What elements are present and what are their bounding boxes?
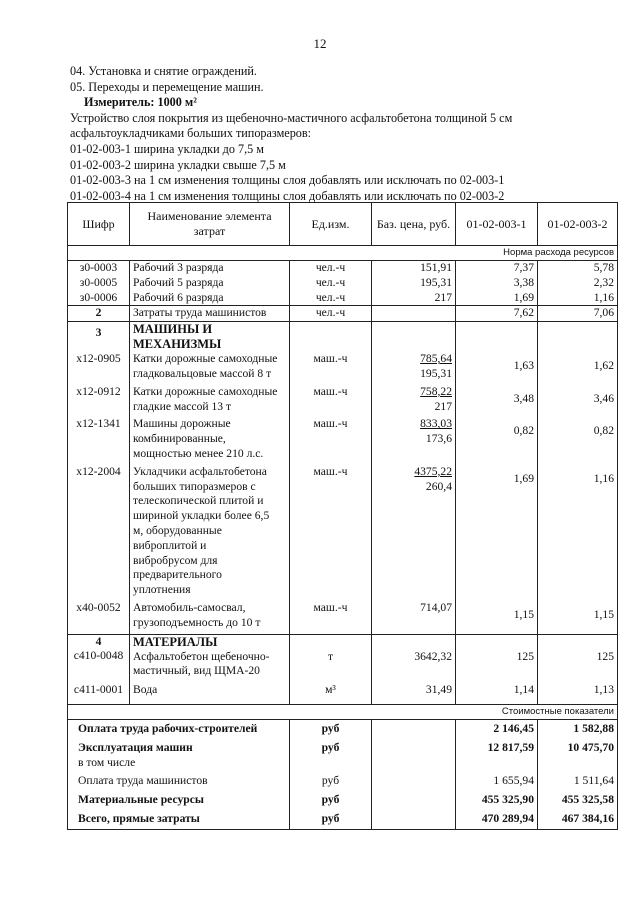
unit-cell: маш.-ч (290, 352, 372, 385)
description: Устройство слоя покрытия из щебеночно-мастичного асфальтобетона толщиной 5 см (70, 110, 513, 125)
price-cell (372, 634, 456, 679)
value-text: 0,82 (593, 424, 614, 438)
price-cell: 217 (372, 291, 456, 306)
summary-label: Оплата труда машинистов (78, 774, 208, 788)
name-cell (130, 465, 290, 601)
labor-row (68, 291, 618, 306)
price-cell (372, 352, 456, 385)
summary-label: Всего, прямые затраты (78, 811, 200, 825)
code-text: с410-0048 (73, 649, 124, 663)
price-text: 3642,32 (414, 649, 452, 663)
name-line: Катки дорожные самоходные (133, 352, 278, 366)
value-text: 125 (516, 649, 534, 663)
band-row (68, 246, 618, 261)
value-text: 125 (596, 649, 614, 663)
value-cell: 12 817,59 (456, 739, 538, 773)
unit-cell: руб (290, 772, 372, 791)
name-line: Автомобиль-самосвал, (133, 600, 246, 614)
code-cell: х12-2004 (68, 465, 130, 601)
value-text: 0,82 (513, 424, 534, 438)
value-cell: 455 325,90 (456, 791, 538, 810)
labor-row (68, 261, 618, 276)
code-cell: 2 (68, 306, 130, 322)
summary-label-cell (68, 810, 290, 829)
value-cell (538, 465, 618, 601)
summary-label: Эксплуатация машин (78, 740, 193, 754)
summary-label: Оплата труда рабочих-строителей (78, 721, 258, 735)
band-norm: Норма расхода ресурсов (68, 246, 618, 261)
table-header (68, 203, 618, 246)
section-title (130, 634, 290, 679)
section-header (68, 322, 618, 353)
price-cell (372, 810, 456, 829)
name-line: Асфальтобетон щебеночно- (133, 649, 270, 663)
value-text: 1,16 (593, 471, 614, 485)
value-cell: 1 511,64 (538, 772, 618, 791)
name-cell: Рабочий 5 разряда (130, 276, 290, 291)
name-cell: Рабочий 3 разряда (130, 261, 290, 276)
name-line: гладковальцовые массой 8 т (133, 366, 272, 380)
unit-cell: маш.-ч (290, 465, 372, 601)
value-text: 1,69 (513, 471, 534, 485)
summary-label-cell (68, 719, 290, 738)
section-title-line: МЕХАНИЗМЫ (133, 337, 222, 352)
value-cell: 1 655,94 (456, 772, 538, 791)
name-line: Вода (133, 683, 158, 697)
variant-line: 01-02-003-2 ширина укладки свыше 7,5 м (70, 157, 286, 172)
machine-row (68, 417, 618, 464)
value-cell (538, 322, 618, 353)
name-line: больших типоразмеров с (133, 479, 256, 493)
price-main: 785,64 (420, 352, 452, 366)
machine-row (68, 352, 618, 385)
variant-line: 01-02-003-4 на 1 см изменения толщины слоя добавлять или исключать по 02-003-2 (70, 188, 505, 203)
header-code: Шифр (68, 203, 130, 246)
value-text: 1,15 (513, 607, 534, 621)
code-cell: х12-0912 (68, 385, 130, 418)
code-cell: з0-0005 (68, 276, 130, 291)
header-unit: Ед.изм. (290, 203, 372, 246)
cost-table (67, 202, 618, 830)
unit-cell: чел.-ч (290, 306, 372, 322)
variant-line: 01-02-003-1 ширина укладки до 7,5 м (70, 141, 265, 156)
name-line: комбинированные, (133, 432, 226, 446)
value-cell (456, 417, 538, 464)
name-line: гладкие массой 13 т (133, 399, 232, 413)
value-cell (456, 385, 538, 418)
price-main: 758,22 (420, 384, 452, 398)
section-code (68, 634, 130, 679)
unit-cell: чел.-ч (290, 261, 372, 276)
header-col1: 01-02-003-1 (456, 203, 538, 246)
value-cell (456, 601, 538, 634)
price-sub: 260,4 (425, 479, 452, 493)
price-cell: 31,49 (372, 679, 456, 704)
summary-row (68, 791, 618, 810)
band-cost: Стоимостные показатели (68, 704, 618, 719)
page-number: 12 (313, 36, 327, 51)
value-cell: 7,06 (538, 306, 618, 322)
section-code (68, 322, 130, 353)
price-cell: 195,31 (372, 276, 456, 291)
value-text: 1,63 (513, 359, 534, 373)
value-cell (538, 385, 618, 418)
value-cell (456, 352, 538, 385)
name-line: уплотнения (133, 583, 191, 597)
value-text: 3,46 (593, 391, 614, 405)
unit-cell: руб (290, 810, 372, 829)
code-cell: х12-1341 (68, 417, 130, 464)
summary-row (68, 772, 618, 791)
unit-cell: руб (290, 791, 372, 810)
name-line: виброплитой и (133, 538, 207, 552)
value-text: 1,15 (593, 607, 614, 621)
unit-cell: руб (290, 739, 372, 773)
summary-row (68, 719, 618, 738)
header-name: Наименование элемента затрат (130, 203, 290, 246)
name-line: предварительного (133, 568, 222, 582)
summary-label-cell (68, 791, 290, 810)
value-cell: 2 146,45 (456, 719, 538, 738)
value-cell: 7,37 (456, 261, 538, 276)
name-cell: Рабочий 6 разряда (130, 291, 290, 306)
value-cell (538, 417, 618, 464)
summary-row (68, 739, 618, 773)
code-cell: с411-0001 (68, 679, 130, 704)
unit-cell: маш.-ч (290, 417, 372, 464)
summary-label: Материальные ресурсы (78, 793, 204, 807)
name-cell: Затраты труда машинистов (130, 306, 290, 322)
description: асфальтоукладчиками больших типоразмеров: (70, 126, 312, 141)
unit-cell (290, 634, 372, 679)
section-title-line: МАТЕРИАЛЫ (133, 634, 218, 649)
name-cell (130, 679, 290, 704)
unit-text: т (327, 649, 334, 663)
price-main: 833,03 (420, 417, 452, 431)
price-cell (372, 772, 456, 791)
section-title (130, 322, 290, 353)
name-line: грузоподъемность до 10 т (133, 615, 261, 629)
price-cell (372, 385, 456, 418)
value-text: 3,48 (513, 391, 534, 405)
value-cell: 2,32 (538, 276, 618, 291)
section-code-text: 3 (95, 326, 102, 340)
price-sub: 173,6 (425, 432, 452, 446)
price-cell (372, 791, 456, 810)
price-cell (372, 465, 456, 601)
price-cell (372, 322, 456, 353)
price-cell (372, 719, 456, 738)
name-line: Укладчики асфальтобетона (133, 464, 267, 478)
name-cell (130, 601, 290, 634)
name-line: вибробрусом для (133, 553, 218, 567)
value-cell (456, 634, 538, 679)
unit-cell (290, 322, 372, 353)
value-cell: 1,16 (538, 291, 618, 306)
code-cell: х12-0905 (68, 352, 130, 385)
intro-line: 05. Переходы и перемещение машин. (70, 79, 264, 94)
machinist-row (68, 306, 618, 322)
value-cell: 1,14 (456, 679, 538, 704)
value-cell: 470 289,94 (456, 810, 538, 829)
measure-unit: Измеритель: 1000 м² (84, 95, 197, 110)
value-cell: 455 325,58 (538, 791, 618, 810)
unit-cell: чел.-ч (290, 291, 372, 306)
name-line: телескопической плитой и (133, 494, 264, 508)
price-cell (372, 601, 456, 634)
unit-cell: м³ (290, 679, 372, 704)
value-cell (538, 601, 618, 634)
summary-sublabel: в том числе (78, 755, 136, 769)
name-line: мастичный, вид ЩМА-20 (133, 664, 260, 678)
name-line: м, оборудованные (133, 523, 222, 537)
section-header (68, 634, 618, 679)
name-line: Машины дорожные (133, 417, 231, 431)
machine-row (68, 601, 618, 634)
name-cell (130, 385, 290, 418)
labor-row (68, 276, 618, 291)
band-row (68, 704, 618, 719)
value-cell: 1,69 (456, 291, 538, 306)
code-cell: з0-0003 (68, 261, 130, 276)
price-cell (372, 417, 456, 464)
value-cell (456, 322, 538, 353)
name-line: мощностью менее 210 л.с. (133, 446, 264, 460)
value-cell: 5,78 (538, 261, 618, 276)
price-sub: 195,31 (420, 366, 452, 380)
price-sub: 217 (434, 399, 452, 413)
name-cell (130, 352, 290, 385)
name-line: Катки дорожные самоходные (133, 384, 278, 398)
intro-line: 04. Установка и снятие ограждений. (70, 64, 257, 78)
header-price: Баз. цена, руб. (372, 203, 456, 246)
intro-block (70, 64, 630, 204)
price-cell: 151,91 (372, 261, 456, 276)
unit-cell: маш.-ч (290, 601, 372, 634)
name-cell (130, 417, 290, 464)
value-text: 1,62 (593, 359, 614, 373)
summary-row (68, 810, 618, 829)
machine-row (68, 465, 618, 601)
price-cell (372, 306, 456, 322)
price-main: 4375,22 (414, 464, 452, 478)
name-line: шириной укладки более 6,5 (133, 509, 270, 523)
value-cell: 7,62 (456, 306, 538, 322)
material-row (68, 679, 618, 704)
variant-line: 01-02-003-3 на 1 см изменения толщины слоя добавлять или исключать по 02-003-1 (70, 173, 505, 188)
value-cell: 10 475,70 (538, 739, 618, 773)
section-title-line: МАШИНЫ И (133, 322, 213, 337)
machine-row (68, 385, 618, 418)
summary-label-cell (68, 739, 290, 773)
value-cell: 1,13 (538, 679, 618, 704)
section-code-text: 4 (95, 634, 102, 648)
value-cell: 467 384,16 (538, 810, 618, 829)
unit-cell: маш.-ч (290, 385, 372, 418)
code-cell: з0-0006 (68, 291, 130, 306)
unit-cell: руб (290, 719, 372, 738)
value-cell (538, 634, 618, 679)
value-cell: 3,38 (456, 276, 538, 291)
unit-cell: чел.-ч (290, 276, 372, 291)
price-cell (372, 739, 456, 773)
value-cell: 1 582,88 (538, 719, 618, 738)
code-cell: х40-0052 (68, 601, 130, 634)
value-cell (456, 465, 538, 601)
price-main: 714,07 (420, 600, 452, 614)
summary-label-cell (68, 772, 290, 791)
header-col2: 01-02-003-2 (538, 203, 618, 246)
value-cell (538, 352, 618, 385)
